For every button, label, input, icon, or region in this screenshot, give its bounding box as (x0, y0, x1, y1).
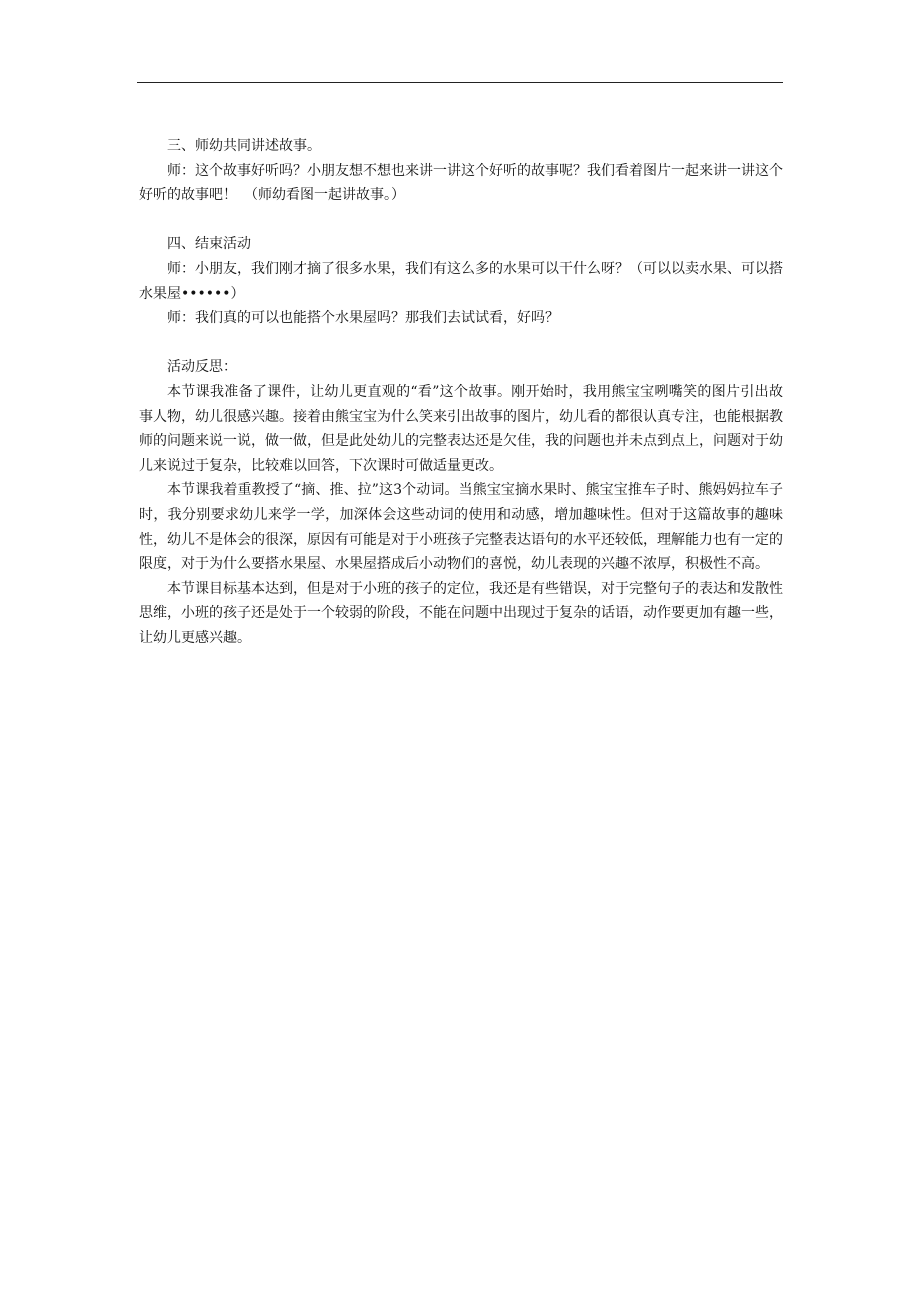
paragraph-story-prompt: 师：这个故事好听吗？小朋友想不想也来讲一讲这个好听的故事呢？我们看着图片一起来讲一讲这个好听的故事吧！ （师幼看图一起讲故事。） (139, 162, 783, 204)
paragraph-end-question: 师：小朋友，我们刚才摘了很多水果，我们有这么多的水果可以干什么呀？（可以以卖水果、可以搭水果屋••••••） (139, 260, 783, 302)
section-heading-reflection: 活动反思： (167, 359, 237, 376)
paragraph-reflection-1: 本节课我准备了课件，让幼儿更直观的“看”这个故事。刚开始时，我用熊宝宝咧嘴笑的图片引出故事人物，幼儿很感兴趣。接着由熊宝宝为什么笑来引出故事的图片，幼儿看的都很认真专注，也能根据教师的问题来说一说，做一做，但是此处幼儿的完整表达还是欠佳，我的问题也并未点到点上，问题对于幼儿来说过于复杂，比较难以回答，下次课时可做适量更改。 (139, 383, 783, 474)
document-body (139, 134, 783, 650)
paragraph-reflection-2: 本节课我着重教授了“摘、推、拉”这3个动词。当熊宝宝摘水果时、熊宝宝推车子时、熊妈妈拉车子时，我分别要求幼儿来学一学，加深体会这些动词的使用和动感，增加趣味性。但对于这篇故事的趣味性，幼儿不是体会的很深，原因有可能是对于小班孩子完整表达语句的水平还较低，理解能力也有一定的限度，对于为什么要搭水果屋、水果屋搭成后小动物们的喜悦，幼儿表现的兴趣不浓厚，积极性不高。 (139, 482, 783, 573)
section-heading-end-activity: 四、结束活动 (167, 236, 251, 253)
header-rule (137, 82, 783, 83)
section-heading-story: 三、师幼共同讲述故事。 (167, 138, 321, 154)
paragraph-end-suggestion: 师：我们真的可以也能搭个水果屋吗？那我们去试试看，好吗？ (167, 310, 559, 327)
paragraph-reflection-3: 本节课目标基本达到，但是对于小班的孩子的定位，我还是有些错误，对于完整句子的表达和发散性思维，小班的孩子还是处于一个较弱的阶段，不能在问题中出现过于复杂的话语，动作要更加有趣一些，让幼儿更感兴趣。 (139, 580, 783, 646)
